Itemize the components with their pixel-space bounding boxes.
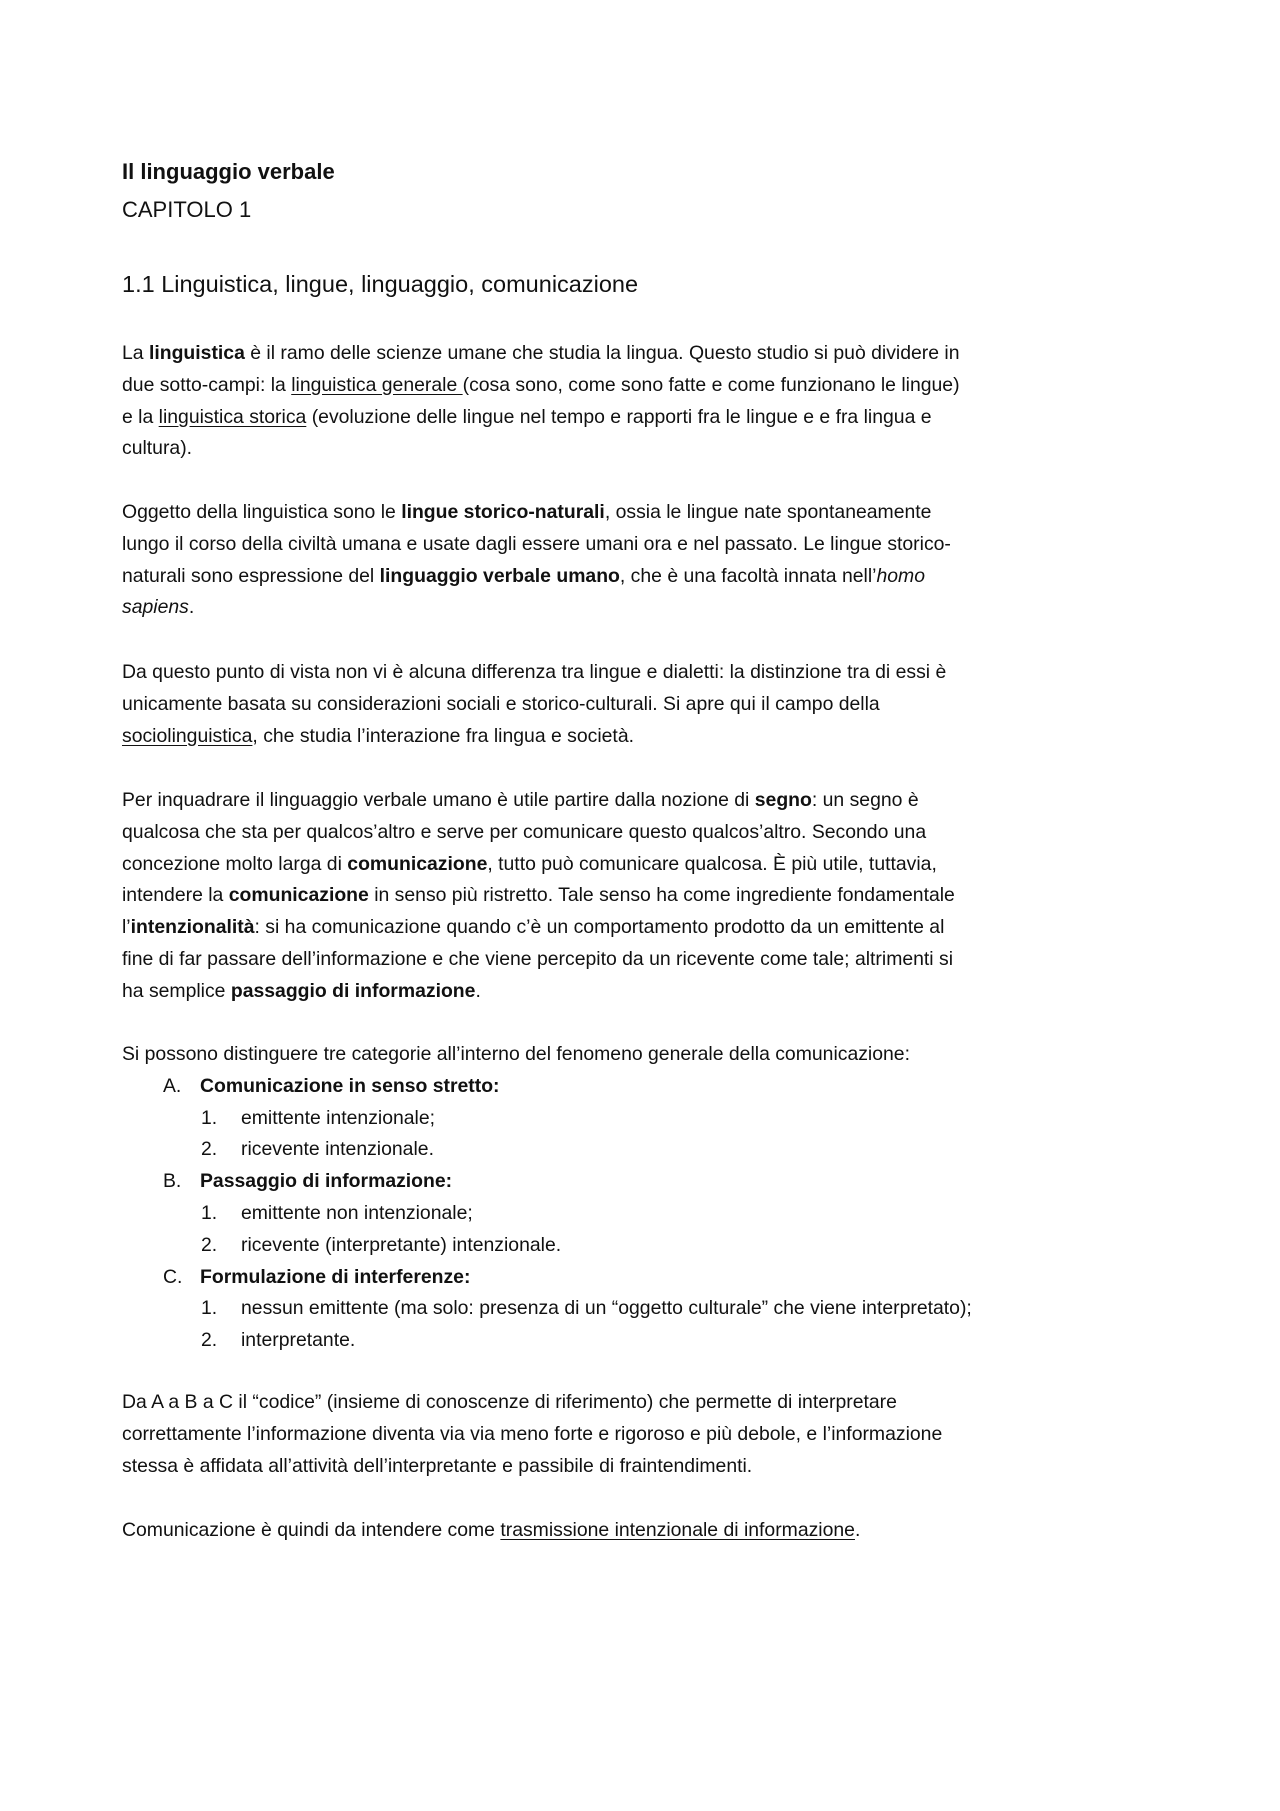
text-run: l’ — [122, 916, 131, 939]
text-run: , tutto può comunicare qualcosa. È più utile, tuttavia, — [487, 852, 937, 875]
text-line — [122, 338, 1240, 370]
document-title: Il linguaggio verbale — [122, 159, 335, 184]
list-marker: B. — [163, 1170, 182, 1193]
text-run: (evoluzione delle lingue nel tempo e rapporti fra le lingue e e fra lingua e — [306, 405, 932, 428]
category-item — [122, 1262, 1240, 1294]
bold-term: lingue storico-naturali — [401, 501, 605, 523]
sub-item-text: ricevente intenzionale. — [241, 1138, 434, 1161]
text-line — [122, 976, 1240, 1008]
underlined-term: trasmissione intenzionale di informazione — [500, 1519, 855, 1541]
text-run: è il ramo delle scienze umane che studia la lingua. Questo studio si può dividere in — [244, 342, 960, 364]
text-line — [122, 657, 1240, 689]
list-marker: 2. — [201, 1138, 218, 1161]
list-marker: 2. — [201, 1233, 218, 1256]
text-run: qualcosa che sta per qualcos’altro e serve per comunicare questo qualcos’altro. Secondo una — [122, 820, 927, 843]
section-heading: 1.1 Linguistica, lingue, linguaggio, comunicazione — [122, 271, 639, 297]
bold-term: comunicazione — [228, 884, 369, 907]
bold-term: comunicazione — [347, 852, 488, 875]
underlined-term: linguistica generale — [291, 373, 463, 396]
text-run: , che è una facoltà innata nell’ — [619, 564, 877, 587]
text-line — [122, 561, 1240, 593]
paragraph — [122, 338, 1240, 465]
category-label: Formulazione di interferenze: — [200, 1265, 471, 1288]
text-run: Da A a B a C il “codice” (insieme di conoscenze di riferimento) che permette di interpretare — [122, 1391, 897, 1413]
sub-item — [122, 1103, 1240, 1135]
paragraph — [122, 1515, 1240, 1547]
paragraph — [122, 497, 1240, 624]
list-intro: Si possono distinguere tre categorie all’interno del fenomeno generale della comunicazione: — [122, 1043, 910, 1065]
italic-term: homo — [876, 564, 925, 587]
category-label: Passaggio di informazione: — [200, 1170, 453, 1193]
text-line — [122, 529, 1240, 561]
list-marker: 1. — [201, 1297, 218, 1320]
category-item — [122, 1166, 1240, 1198]
bold-term: intenzionalità — [130, 916, 255, 939]
sub-item-text: nessun emittente (ma solo: presenza di un “oggetto culturale” che viene interpretato); — [241, 1297, 972, 1320]
underlined-term: sociolinguistica — [122, 724, 253, 747]
sub-item — [122, 1230, 1240, 1262]
text-run: La — [122, 342, 149, 364]
text-line — [122, 849, 1240, 881]
text-run: lungo il corso della civiltà umana e usate dagli essere umani ora e nel passato. Le lingue storico- — [122, 532, 951, 555]
text-run: . — [854, 1519, 861, 1541]
text-line — [122, 1419, 1240, 1451]
text-line — [122, 880, 1240, 912]
list-marker: C. — [163, 1265, 183, 1288]
category-item — [122, 1071, 1240, 1103]
text-run: , ossia le lingue nate spontaneamente — [604, 501, 932, 523]
text-run: : un segno è — [811, 789, 919, 811]
list-marker: 1. — [201, 1201, 218, 1224]
sub-item-text: emittente non intenzionale; — [241, 1201, 473, 1224]
paragraph — [122, 657, 1240, 752]
sub-item — [122, 1293, 1240, 1325]
text-run: due sotto-campi: la — [122, 373, 292, 396]
text-run: in senso più ristretto. Tale senso ha come ingrediente fondamentale — [368, 884, 955, 907]
bold-term: linguaggio verbale umano — [379, 564, 620, 587]
text-run: Per inquadrare il linguaggio verbale umano è utile partire dalla nozione di — [122, 789, 755, 811]
bold-term: linguistica — [148, 342, 245, 364]
text-line — [122, 402, 1240, 434]
underlined-term: linguistica storica — [158, 405, 307, 428]
text-line — [122, 1515, 1240, 1547]
list-marker: 1. — [201, 1106, 218, 1129]
text-run: Comunicazione è quindi da intendere come — [122, 1519, 501, 1541]
text-run: concezione molto larga di — [122, 852, 348, 875]
text-run: . — [188, 596, 195, 619]
text-run: correttamente l’informazione diventa via via meno forte e rigoroso e più debole, e l’informazione — [122, 1422, 943, 1445]
text-run: Oggetto della linguistica sono le — [122, 501, 402, 523]
text-run: stessa è affidata all’attività dell’interpretante e passibile di fraintendimenti. — [122, 1454, 753, 1477]
text-line — [122, 370, 1240, 402]
text-run: unicamente basata su considerazioni sociali e storico-culturali. Si apre qui il campo della — [122, 692, 880, 715]
categories-list — [122, 1039, 1240, 1357]
text-run: ha semplice — [122, 979, 231, 1002]
chapter-label: CAPITOLO 1 — [122, 197, 252, 222]
text-run: , che studia l’interazione fra lingua e società. — [252, 724, 634, 747]
paragraph — [122, 1387, 1240, 1482]
bold-term: passaggio di informazione — [230, 979, 476, 1002]
italic-term: sapiens — [122, 596, 189, 619]
sub-item-text: emittente intenzionale; — [241, 1106, 436, 1129]
text-line — [122, 592, 1240, 624]
paragraph — [122, 785, 1240, 1008]
text-line — [122, 944, 1240, 976]
category-label: Comunicazione in senso stretto: — [200, 1074, 500, 1097]
text-run: Da questo punto di vista non vi è alcuna differenza tra lingue e dialetti: la distinzione tra di essi è — [122, 661, 947, 683]
text-run: (cosa sono, come sono fatte e come funzionano le lingue) — [462, 373, 960, 396]
text-line — [122, 721, 1240, 753]
text-run: fine di far passare dell’informazione e che viene percepito da un ricevente come tale; altrimenti si — [122, 947, 954, 970]
sub-item — [122, 1325, 1240, 1357]
text-line — [122, 912, 1240, 944]
text-run: cultura). — [122, 437, 193, 460]
list-marker: A. — [163, 1074, 182, 1097]
text-line — [122, 1387, 1240, 1419]
text-run: intendere la — [122, 884, 229, 907]
text-run: naturali sono espressione del — [122, 564, 380, 587]
sub-item-text: ricevente (interpretante) intenzionale. — [241, 1233, 562, 1256]
text-line — [122, 689, 1240, 721]
sub-item-text: interpretante. — [241, 1329, 356, 1352]
text-run: : si ha comunicazione quando c’è un comportamento prodotto da un emittente al — [254, 916, 945, 939]
sub-item — [122, 1198, 1240, 1230]
text-line — [122, 1451, 1240, 1483]
text-run: e la — [122, 405, 159, 428]
text-run: . — [475, 979, 481, 1002]
text-line — [122, 785, 1240, 817]
sub-item — [122, 1134, 1240, 1166]
text-line — [122, 817, 1240, 849]
bold-term: segno — [754, 789, 812, 811]
text-line — [122, 433, 1240, 465]
list-marker: 2. — [201, 1329, 218, 1352]
text-line — [122, 497, 1240, 529]
